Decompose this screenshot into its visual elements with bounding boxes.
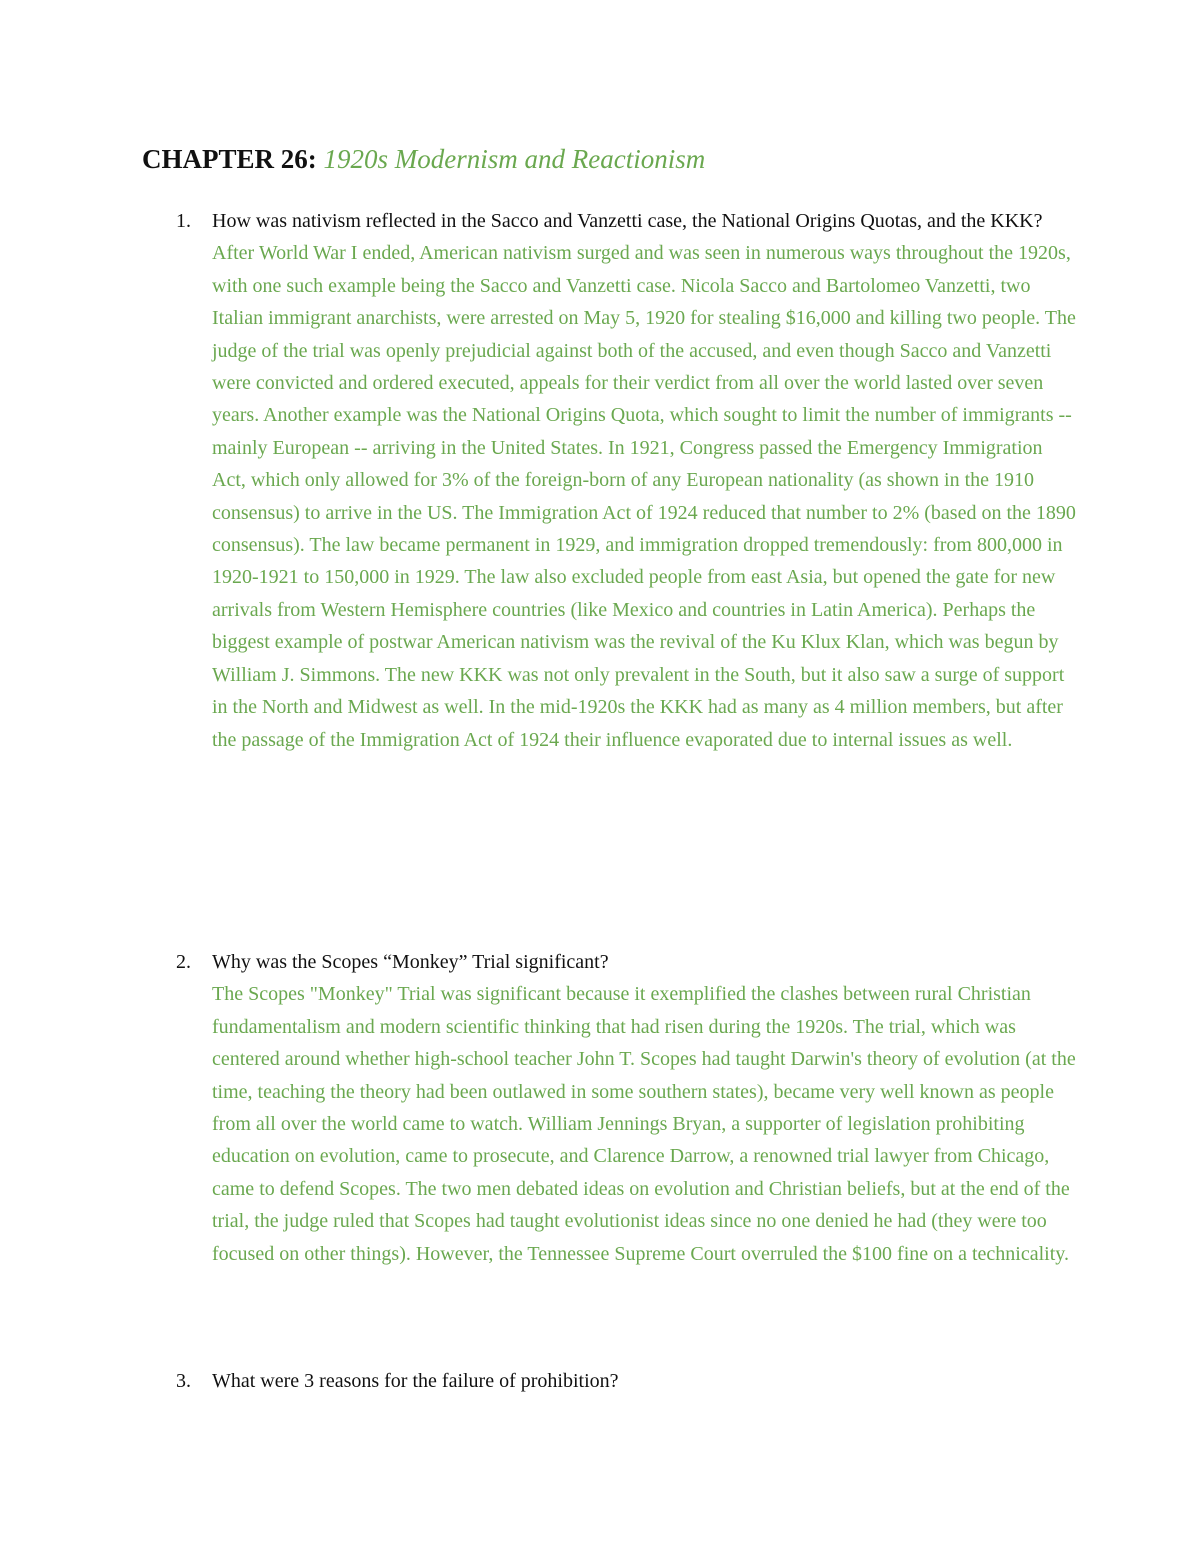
- chapter-subtitle: 1920s Modernism and Reactionism: [323, 144, 706, 174]
- question-number: 1.: [176, 210, 191, 232]
- question-number: 3.: [176, 1370, 191, 1392]
- question-body: [212, 205, 1076, 756]
- question-item-2: [176, 946, 1076, 1270]
- question-text: What were 3 reasons for the failure of prohibition?: [212, 1370, 619, 1392]
- question-text: How was nativism reflected in the Sacco and Vanzetti case, the National Origins Quotas, and the KKK?: [212, 210, 1043, 232]
- chapter-label: CHAPTER 26:: [142, 144, 317, 174]
- answer-text: After World War I ended, American nativism surged and was seen in numerous ways throughout the 1920s, with one such example being the Sacco and Vanzetti case. Nicola Sacco and Bartolomeo Vanzetti, two Italian immigrant anarchists, were arrested on May 5, 1920 for stealing $16,000 and killing two people. The judge of the trial was openly prejudicial against both of the accused, and even though Sacco and Vanzetti were convicted and ordered executed, appeals for their verdict from all over the world lasted over seven years. Another example was the National Origins Quota, which sought to limit the number of immigrants -- mainly European -- arriving in the United States. In 1921, Congress passed the Emergency Immigration Act, which only allowed for 3% of the foreign-born of any European nationality (as shown in the 1910 consensus) to arrive in the US. The Immigration Act of 1924 reduced that number to 2% (based on the 1890 consensus). The law became permanent in 1929, and immigration dropped tremendously: from 800,000 in 1920-1921 to 150,000 in 1929. The law also excluded people from east Asia, but opened the gate for new arrivals from Western Hemisphere countries (like Mexico and countries in Latin America). Perhaps the biggest example of postwar American nativism was the revival of the Ku Klux Klan, which was begun by William J. Simmons. The new KKK was not only prevalent in the South, but it also saw a surge of support in the North and Midwest as well. In the mid-1920s the KKK had as many as 4 million members, but after the passage of the Immigration Act of 1924 their influence evaporated due to internal issues as well.: [212, 242, 1076, 751]
- question-item-3: [176, 1365, 1076, 1397]
- question-number: 2.: [176, 951, 191, 973]
- question-body: [212, 946, 1076, 1270]
- question-text: Why was the Scopes “Monkey” Trial significant?: [212, 951, 609, 973]
- page-title: [142, 140, 705, 178]
- question-item-1: [176, 205, 1076, 756]
- question-body: [212, 1365, 1076, 1397]
- answer-text: The Scopes "Monkey" Trial was significant because it exemplified the clashes between rural Christian fundamentalism and modern scientific thinking that had risen during the 1920s. The trial, which was centered around whether high-school teacher John T. Scopes had taught Darwin's theory of evolution (at the time, teaching the theory had been outlawed in some southern states), became very well known as people from all over the world came to watch. William Jennings Bryan, a supporter of legislation prohibiting education on evolution, came to prosecute, and Clarence Darrow, a renowned trial lawyer from Chicago, came to defend Scopes. The two men debated ideas on evolution and Christian beliefs, but at the end of the trial, the judge ruled that Scopes had taught evolutionist ideas since no one denied he had (they were too focused on other things). However, the Tennessee Supreme Court overruled the $100 fine on a technicality.: [212, 983, 1076, 1265]
